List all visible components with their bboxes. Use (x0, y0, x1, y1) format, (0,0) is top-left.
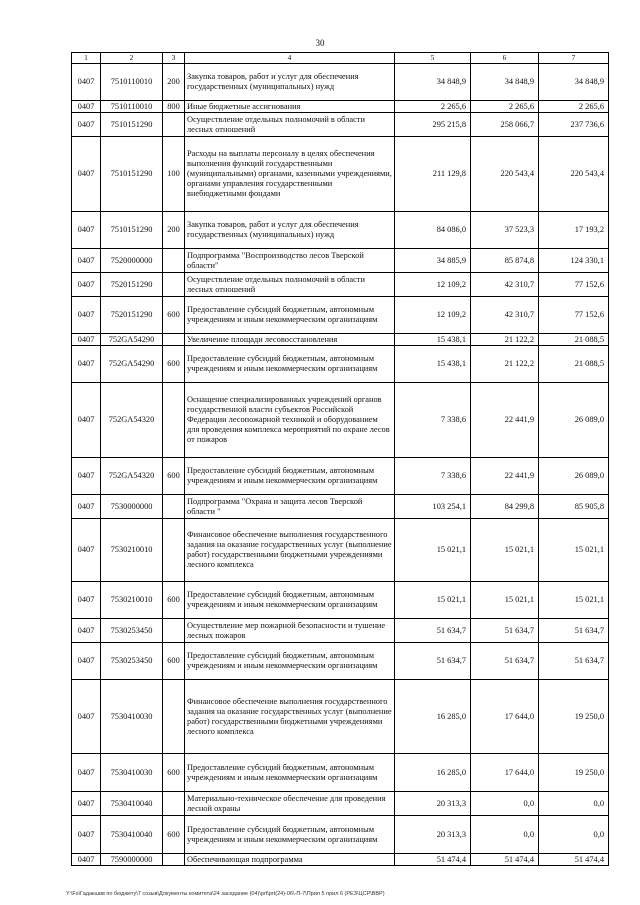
description-cell: Подпрограмма "Воспроизводство лесов Тверской области" (185, 249, 395, 273)
description-cell: Иные бюджетные ассигнования (185, 101, 395, 113)
code-cell: 7510151290 (101, 212, 163, 249)
description-cell: Предоставление субсидий бюджетным, автономным учреждениям и иным некоммерческим организациям (185, 754, 395, 792)
amount-col6-cell: 15 021,1 (471, 582, 539, 619)
amount-col6-cell: 42 310,7 (471, 297, 539, 334)
expense-type-cell (163, 383, 185, 458)
amount-col7-cell: 77 152,6 (539, 297, 609, 334)
table-row (72, 273, 609, 297)
amount-col7-cell: 0,0 (539, 816, 609, 854)
amount-col5-cell: 15 021,1 (395, 519, 471, 582)
description-cell: Материально-техническое обеспечение для проведения лесной охраны (185, 792, 395, 816)
amount-col5-cell: 51 634,7 (395, 619, 471, 643)
amount-col7-cell: 0,0 (539, 792, 609, 816)
expense-type-cell: 100 (163, 137, 185, 212)
amount-col7-cell: 85 905,8 (539, 495, 609, 519)
description-cell: Увеличение площади лесовосстановления (185, 334, 395, 346)
amount-col7-cell: 51 474,4 (539, 854, 609, 866)
amount-col7-cell: 26 089,0 (539, 383, 609, 458)
section-cell: 0407 (72, 101, 101, 113)
section-cell: 0407 (72, 754, 101, 792)
amount-col7-cell: 15 021,1 (539, 582, 609, 619)
amount-col5-cell: 15 438,1 (395, 334, 471, 346)
section-cell: 0407 (72, 643, 101, 680)
table-row (72, 249, 609, 273)
expense-type-cell: 600 (163, 582, 185, 619)
table-row (72, 519, 609, 582)
expense-type-cell (163, 680, 185, 754)
code-cell: 7530253450 (101, 619, 163, 643)
section-cell: 0407 (72, 334, 101, 346)
amount-col7-cell: 19 250,0 (539, 754, 609, 792)
amount-col7-cell: 124 330,1 (539, 249, 609, 273)
amount-col5-cell: 16 285,0 (395, 754, 471, 792)
description-cell: Предоставление субсидий бюджетным, автономным учреждениям и иным некоммерческим организациям (185, 643, 395, 680)
expense-type-cell: 600 (163, 643, 185, 680)
table-row (72, 680, 609, 754)
amount-col6-cell: 85 874,8 (471, 249, 539, 273)
code-cell: 7530410040 (101, 792, 163, 816)
section-cell: 0407 (72, 792, 101, 816)
amount-col6-cell: 37 523,3 (471, 212, 539, 249)
description-cell: Финансовое обеспечение выполнения государственного задания на оказание государственных услуг (выполнение работ) государственными бюджетными учреждениями лесного комплекса (185, 680, 395, 754)
amount-col6-cell: 22 441,9 (471, 383, 539, 458)
amount-col6-cell: 17 644,0 (471, 754, 539, 792)
amount-col5-cell: 12 109,2 (395, 297, 471, 334)
amount-col6-cell: 22 441,9 (471, 458, 539, 495)
code-cell: 7520000000 (101, 249, 163, 273)
description-cell: Осуществление мер пожарной безопасности и тушение лесных пожаров (185, 619, 395, 643)
description-cell: Предоставление субсидий бюджетным, автономным учреждениям и иным некоммерческим организациям (185, 582, 395, 619)
description-cell: Обеспечивающая подпрограмма (185, 854, 395, 866)
amount-col5-cell: 7 338,6 (395, 458, 471, 495)
header-cell: 5 (395, 53, 471, 64)
section-cell: 0407 (72, 346, 101, 383)
expense-type-cell (163, 792, 185, 816)
amount-col7-cell: 19 250,0 (539, 680, 609, 754)
section-cell: 0407 (72, 854, 101, 866)
amount-col7-cell: 2 265,6 (539, 101, 609, 113)
amount-col5-cell: 20 313,3 (395, 816, 471, 854)
description-cell: Подпрограмма "Охрана и защита лесов Тверской области " (185, 495, 395, 519)
table-row (72, 137, 609, 212)
section-cell: 0407 (72, 680, 101, 754)
amount-col6-cell: 84 299,8 (471, 495, 539, 519)
amount-col5-cell: 51 474,4 (395, 854, 471, 866)
table-row (72, 334, 609, 346)
code-cell: 7510110010 (101, 64, 163, 101)
expense-type-cell: 600 (163, 458, 185, 495)
code-cell: 7590000000 (101, 854, 163, 866)
amount-col7-cell: 77 152,6 (539, 273, 609, 297)
amount-col5-cell: 15 021,1 (395, 582, 471, 619)
amount-col6-cell: 51 634,7 (471, 643, 539, 680)
amount-col6-cell: 258 066,7 (471, 113, 539, 137)
amount-col5-cell: 20 313,3 (395, 792, 471, 816)
amount-col5-cell: 51 634,7 (395, 643, 471, 680)
section-cell: 0407 (72, 249, 101, 273)
expense-type-cell: 200 (163, 212, 185, 249)
header-row (72, 53, 609, 64)
section-cell: 0407 (72, 582, 101, 619)
amount-col5-cell: 34 848,9 (395, 64, 471, 101)
amount-col5-cell: 12 109,2 (395, 273, 471, 297)
amount-col7-cell: 15 021,1 (539, 519, 609, 582)
amount-col6-cell: 17 644,0 (471, 680, 539, 754)
description-cell: Закупка товаров, работ и услуг для обеспечения государственных (муниципальных) нужд (185, 64, 395, 101)
table-row (72, 792, 609, 816)
header-cell: 2 (101, 53, 163, 64)
table-row (72, 297, 609, 334)
amount-col6-cell: 15 021,1 (471, 519, 539, 582)
code-cell: 752GA54290 (101, 346, 163, 383)
code-cell: 752GA54320 (101, 458, 163, 495)
amount-col6-cell: 21 122,2 (471, 334, 539, 346)
amount-col7-cell: 21 088,5 (539, 334, 609, 346)
code-cell: 7510151290 (101, 113, 163, 137)
amount-col5-cell: 103 254,1 (395, 495, 471, 519)
code-cell: 752GA54290 (101, 334, 163, 346)
table-row (72, 101, 609, 113)
expense-type-cell: 600 (163, 816, 185, 854)
amount-col6-cell: 51 634,7 (471, 619, 539, 643)
description-cell: Расходы на выплаты персоналу в целях обеспечения выполнения функций государственными (муниципальными) органами, казенными учреждениями, органами управления государственными внебюджетными фондами (185, 137, 395, 212)
amount-col7-cell: 51 634,7 (539, 619, 609, 643)
amount-col5-cell: 211 129,8 (395, 137, 471, 212)
expense-type-cell (163, 273, 185, 297)
expense-type-cell: 600 (163, 346, 185, 383)
expense-type-cell: 600 (163, 754, 185, 792)
section-cell: 0407 (72, 113, 101, 137)
section-cell: 0407 (72, 519, 101, 582)
table-row (72, 619, 609, 643)
code-cell: 7530210010 (101, 582, 163, 619)
section-cell: 0407 (72, 495, 101, 519)
table-row (72, 754, 609, 792)
code-cell: 7530000000 (101, 495, 163, 519)
amount-col7-cell: 26 089,0 (539, 458, 609, 495)
section-cell: 0407 (72, 383, 101, 458)
table-row (72, 458, 609, 495)
table-row (72, 816, 609, 854)
expense-type-cell (163, 854, 185, 866)
header-cell: 6 (471, 53, 539, 64)
section-cell: 0407 (72, 273, 101, 297)
amount-col5-cell: 7 338,6 (395, 383, 471, 458)
description-cell: Осуществление отдельных полномочий в области лесных отношений (185, 113, 395, 137)
section-cell: 0407 (72, 64, 101, 101)
header-cell: 4 (185, 53, 395, 64)
amount-col6-cell: 2 265,6 (471, 101, 539, 113)
header-cell: 7 (539, 53, 609, 64)
section-cell: 0407 (72, 619, 101, 643)
code-cell: 7530253450 (101, 643, 163, 680)
description-cell: Закупка товаров, работ и услуг для обеспечения государственных (муниципальных) нужд (185, 212, 395, 249)
amount-col5-cell: 34 885,9 (395, 249, 471, 273)
header-cell: 1 (72, 53, 101, 64)
amount-col7-cell: 237 736,6 (539, 113, 609, 137)
page-number: 30 (315, 38, 325, 48)
section-cell: 0407 (72, 816, 101, 854)
expense-type-cell (163, 519, 185, 582)
amount-col7-cell: 21 088,5 (539, 346, 609, 383)
description-cell: Финансовое обеспечение выполнения государственного задания на оказание государственных услуг (выполнение работ) государственными бюджетными учреждениями лесного комплекса (185, 519, 395, 582)
table-row (72, 346, 609, 383)
amount-col7-cell: 34 848,9 (539, 64, 609, 101)
table-row (72, 64, 609, 101)
amount-col6-cell: 220 543,4 (471, 137, 539, 212)
budget-table (71, 52, 609, 866)
code-cell: 7520151290 (101, 297, 163, 334)
amount-col5-cell: 84 086,0 (395, 212, 471, 249)
expense-type-cell (163, 495, 185, 519)
amount-col5-cell: 295 215,8 (395, 113, 471, 137)
expense-type-cell: 600 (163, 297, 185, 334)
amount-col6-cell: 34 848,9 (471, 64, 539, 101)
expense-type-cell (163, 619, 185, 643)
code-cell: 7530410040 (101, 816, 163, 854)
code-cell: 7530410030 (101, 680, 163, 754)
amount-col5-cell: 2 265,6 (395, 101, 471, 113)
section-cell: 0407 (72, 137, 101, 212)
expense-type-cell (163, 249, 185, 273)
code-cell: 7530210010 (101, 519, 163, 582)
amount-col6-cell: 21 122,2 (471, 346, 539, 383)
table-row (72, 113, 609, 137)
expense-type-cell: 200 (163, 64, 185, 101)
expense-type-cell (163, 113, 185, 137)
description-cell: Предоставление субсидий бюджетным, автономным учреждениям и иным некоммерческим организациям (185, 297, 395, 334)
code-cell: 7530410030 (101, 754, 163, 792)
code-cell: 7510151290 (101, 137, 163, 212)
table-row (72, 383, 609, 458)
footer-path: Y:\Fs\Гадакшив по бюджету\7 созыв\Документы комитета\24 заседание (04)\prt\prt(24)-06\-П-7\Прил 5 прил 6 (РЕЗ\ЦСР\ВВР) (66, 891, 385, 897)
amount-col5-cell: 15 438,1 (395, 346, 471, 383)
expense-type-cell: 800 (163, 101, 185, 113)
code-cell: 752GA54320 (101, 383, 163, 458)
table-row (72, 495, 609, 519)
amount-col6-cell: 0,0 (471, 792, 539, 816)
code-cell: 7510110010 (101, 101, 163, 113)
section-cell: 0407 (72, 297, 101, 334)
amount-col7-cell: 51 634,7 (539, 643, 609, 680)
section-cell: 0407 (72, 212, 101, 249)
description-cell: Осуществление отдельных полномочий в области лесных отношений (185, 273, 395, 297)
code-cell: 7520151290 (101, 273, 163, 297)
amount-col6-cell: 51 474,4 (471, 854, 539, 866)
expense-type-cell (163, 334, 185, 346)
amount-col7-cell: 17 193,2 (539, 212, 609, 249)
section-cell: 0407 (72, 458, 101, 495)
table-row (72, 854, 609, 866)
header-cell: 3 (163, 53, 185, 64)
description-cell: Предоставление субсидий бюджетным, автономным учреждениям и иным некоммерческим организациям (185, 458, 395, 495)
amount-col5-cell: 16 285,0 (395, 680, 471, 754)
amount-col6-cell: 0,0 (471, 816, 539, 854)
description-cell: Предоставление субсидий бюджетным, автономным учреждениям и иным некоммерческим организациям (185, 346, 395, 383)
amount-col6-cell: 42 310,7 (471, 273, 539, 297)
description-cell: Предоставление субсидий бюджетным, автономным учреждениям и иным некоммерческим организациям (185, 816, 395, 854)
table-row (72, 643, 609, 680)
table-row (72, 582, 609, 619)
amount-col7-cell: 220 543,4 (539, 137, 609, 212)
description-cell: Оснащение специализированных учреждений органов государственной власти субъектов Российской Федерации лесопожарной техникой и оборудованием для проведения комплекса мероприятий по охране лесов от пожаров (185, 383, 395, 458)
table-body (72, 64, 609, 866)
table-row (72, 212, 609, 249)
